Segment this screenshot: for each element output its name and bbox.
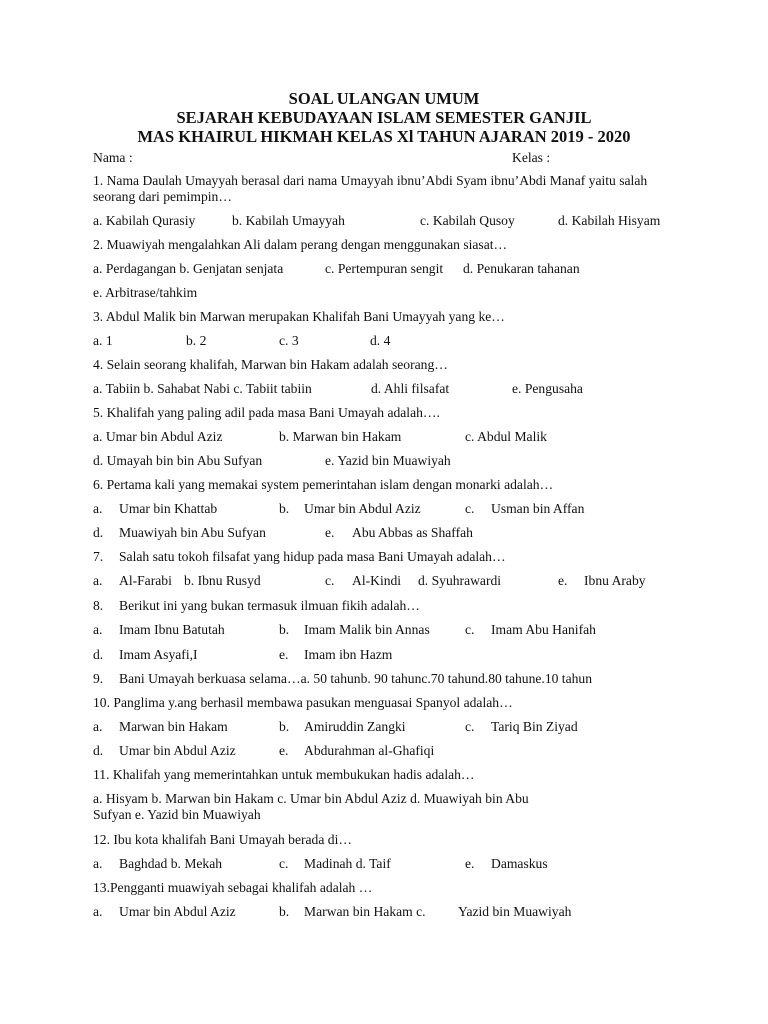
- q3-option-c: c. 3: [279, 333, 299, 348]
- q10-option-c: Tariq Bin Ziyad: [491, 719, 578, 734]
- q7-option-e: Ibnu Araby: [584, 573, 646, 588]
- q2-options-ab: a. Perdagangan b. Genjatan senjata: [93, 261, 284, 276]
- q10-label-c: c.: [465, 719, 475, 734]
- q13-option-a: Umar bin Abdul Aziz: [119, 904, 236, 919]
- q8-option-d: Imam Asyafi,I: [119, 647, 198, 662]
- q10-option-b: Amiruddin Zangki: [304, 719, 406, 734]
- question-6: 6. Pertama kali yang memakai system pemerintahan islam dengan monarki adalah…: [93, 477, 554, 492]
- q7-option-a: Al-Farabi: [119, 573, 172, 588]
- q12-option-e: Damaskus: [491, 856, 548, 871]
- question-7: Salah satu tokoh filsafat yang hidup pada masa Bani Umayah adalah…: [119, 549, 506, 564]
- q6-label-d: d.: [93, 525, 104, 540]
- q1-option-d: d. Kabilah Hisyam: [558, 213, 661, 228]
- question-4: 4. Selain seorang khalifah, Marwan bin Hakam adalah seorang…: [93, 357, 448, 372]
- q8-label-e: e.: [279, 647, 289, 662]
- q8-option-c: Imam Abu Hanifah: [491, 622, 596, 637]
- q7-label-e: e.: [558, 573, 568, 588]
- q7-option-c: Al-Kindi: [352, 573, 402, 588]
- q12-label-a: a.: [93, 856, 103, 871]
- q2-option-e: e. Arbitrase/tahkim: [93, 285, 198, 300]
- q2-option-c: c. Pertempuran sengit: [325, 261, 444, 276]
- q3-option-d: d. 4: [370, 333, 391, 348]
- q3-option-b: b. 2: [186, 333, 207, 348]
- q13-options-bc: Marwan bin Hakam c.: [304, 904, 426, 919]
- q6-option-d: Muawiyah bin Abu Sufyan: [119, 525, 266, 540]
- q12-options-cd: Madinah d. Taif: [304, 856, 391, 871]
- q12-label-c: c.: [279, 856, 289, 871]
- question-2: 2. Muawiyah mengalahkan Ali dalam perang dengan menggunakan siasat…: [93, 237, 508, 252]
- q5-option-a: a. Umar bin Abdul Aziz: [93, 429, 223, 444]
- q10-option-a: Marwan bin Hakam: [119, 719, 228, 734]
- q5-option-e: e. Yazid bin Muawiyah: [325, 453, 451, 468]
- q10-option-d: Umar bin Abdul Aziz: [119, 743, 236, 758]
- doc-subtitle: SEJARAH KEBUDAYAAN ISLAM SEMESTER GANJIL: [176, 108, 592, 127]
- q6-option-c: Usman bin Affan: [491, 501, 585, 516]
- question-10: 10. Panglima y.ang berhasil membawa pasukan menguasai Spanyol adalah…: [93, 695, 513, 710]
- q8-label-d: d.: [93, 647, 104, 662]
- q9-number: 9.: [93, 671, 104, 686]
- q2-option-d: d. Penukaran tahanan: [463, 261, 580, 276]
- q8-option-b: Imam Malik bin Annas: [304, 622, 430, 637]
- q11-options-line1: a. Hisyam b. Marwan bin Hakam c. Umar bin Abdul Aziz d. Muawiyah bin Abu: [93, 791, 529, 806]
- q13-label-a: a.: [93, 904, 103, 919]
- q7-number: 7.: [93, 549, 104, 564]
- kelas-label: Kelas :: [512, 150, 551, 165]
- q4-option-d: d. Ahli filsafat: [371, 381, 450, 396]
- q7-option-d: d. Syuhrawardi: [418, 573, 502, 588]
- q13-option-c: Yazid bin Muawiyah: [458, 904, 572, 919]
- q4-option-e: e. Pengusaha: [512, 381, 583, 396]
- q4-options-abc: a. Tabiin b. Sahabat Nabi c. Tabiit tabiin: [93, 381, 312, 396]
- q6-label-e: e.: [325, 525, 335, 540]
- q7-label-a: a.: [93, 573, 103, 588]
- q11-options-line2: Sufyan e. Yazid bin Muawiyah: [93, 807, 261, 822]
- doc-title: SOAL ULANGAN UMUM: [288, 89, 480, 108]
- q8-option-e: Imam ibn Hazm: [304, 647, 393, 662]
- question-3: 3. Abdul Malik bin Marwan merupakan Khalifah Bani Umayyah yang ke…: [93, 309, 505, 324]
- q7-label-c: c.: [325, 573, 335, 588]
- q8-label-b: b.: [279, 622, 290, 637]
- question-8: Berikut ini yang bukan termasuk ilmuan fikih adalah…: [119, 598, 420, 613]
- question-11: 11. Khalifah yang memerintahkan untuk membukukan hadis adalah…: [93, 767, 475, 782]
- q1-option-c: c. Kabilah Qusoy: [420, 213, 515, 228]
- q10-label-e: e.: [279, 743, 289, 758]
- q10-label-b: b.: [279, 719, 290, 734]
- q6-option-b: Umar bin Abdul Aziz: [304, 501, 421, 516]
- question-12: 12. Ibu kota khalifah Bani Umayah berada di…: [93, 832, 352, 847]
- q6-label-a: a.: [93, 501, 103, 516]
- q12-label-e: e.: [465, 856, 475, 871]
- doc-school-line: MAS KHAIRUL HIKMAH KELAS Xl TAHUN AJARAN 2019 - 2020: [137, 127, 631, 146]
- q10-label-a: a.: [93, 719, 103, 734]
- question-13: 13.Pengganti muawiyah sebagai khalifah adalah …: [93, 880, 373, 895]
- q10-option-e: Abdurahman al-Ghafiqi: [304, 743, 435, 758]
- q12-options-ab: Baghdad b. Mekah: [119, 856, 223, 871]
- q8-label-c: c.: [465, 622, 475, 637]
- question-1: 1. Nama Daulah Umayyah berasal dari nama Umayyah ibnu’Abdi Syam ibnu’Abdi Manaf yaitu salah seorang dari pemimpin…: [93, 173, 648, 204]
- q1-option-a: a. Kabilah Qurasiy: [93, 213, 196, 228]
- q8-number: 8.: [93, 598, 104, 613]
- q6-option-a: Umar bin Khattab: [119, 501, 218, 516]
- q13-label-b: b.: [279, 904, 290, 919]
- q3-option-a: a. 1: [93, 333, 113, 348]
- q1-option-b: b. Kabilah Umayyah: [232, 213, 345, 228]
- q5-option-c: c. Abdul Malik: [465, 429, 547, 444]
- q5-option-d: d. Umayah bin bin Abu Sufyan: [93, 453, 263, 468]
- nama-label: Nama :: [93, 150, 133, 165]
- question-9: Bani Umayah berkuasa selama…a. 50 tahunb. 90 tahunc.70 tahund.80 tahune.10 tahun: [119, 671, 593, 686]
- q10-label-d: d.: [93, 743, 104, 758]
- q6-label-c: c.: [465, 501, 475, 516]
- q7-option-b: b. Ibnu Rusyd: [184, 573, 261, 588]
- q8-label-a: a.: [93, 622, 103, 637]
- q6-option-e: Abu Abbas as Shaffah: [352, 525, 473, 540]
- q6-label-b: b.: [279, 501, 290, 516]
- question-5: 5. Khalifah yang paling adil pada masa Bani Umayah adalah….: [93, 405, 440, 420]
- q8-option-a: Imam Ibnu Batutah: [119, 622, 225, 637]
- q5-option-b: b. Marwan bin Hakam: [279, 429, 402, 444]
